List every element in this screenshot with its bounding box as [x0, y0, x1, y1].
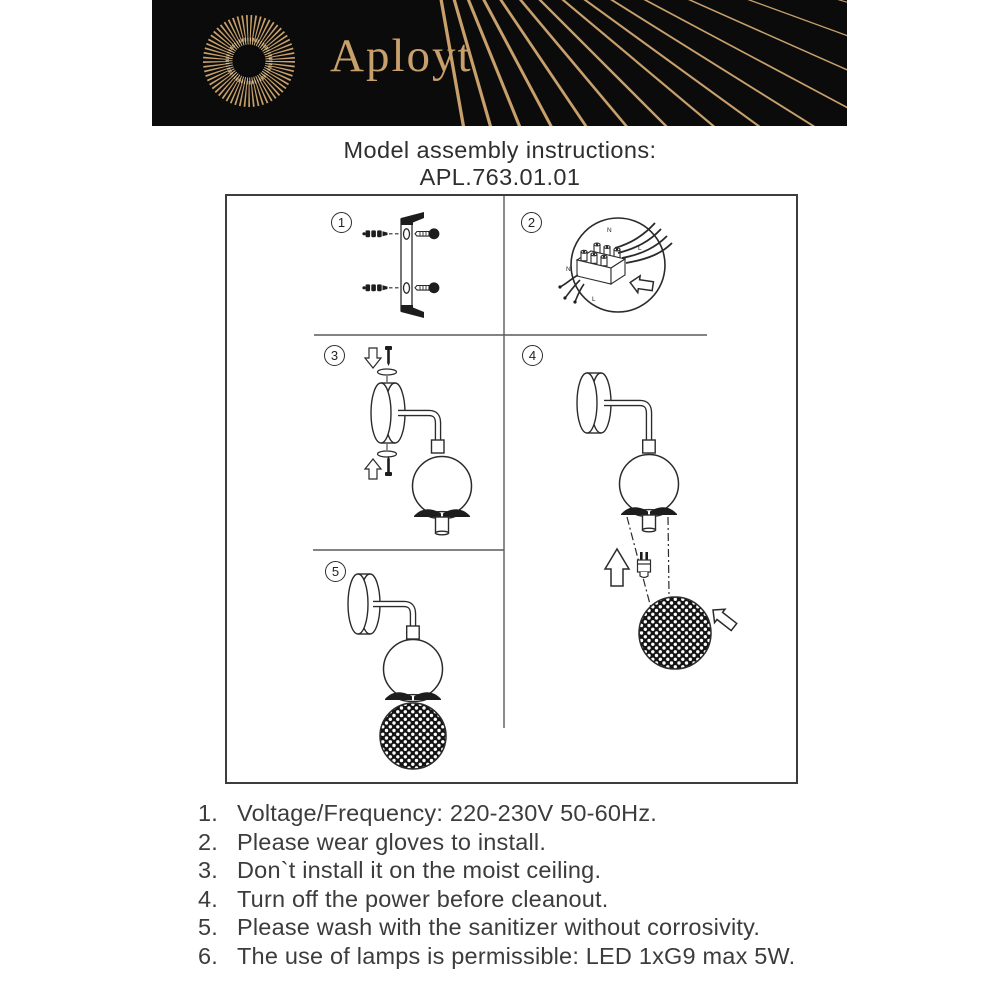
step-number-3: 3 — [324, 345, 345, 366]
socket — [643, 440, 656, 453]
step2-wiring-diagram — [558, 218, 672, 312]
rotate-arrow-icon — [378, 369, 397, 375]
fixture-wires — [558, 275, 584, 304]
rotate-arrow-icon — [378, 451, 397, 457]
list-item-text: Please wear gloves to install. — [237, 828, 547, 855]
insert-arrow-icon — [629, 275, 654, 295]
list-item-number: 4. — [198, 885, 218, 912]
list-item — [198, 913, 898, 942]
list-item-text: Don`t install it on the moist ceiling. — [237, 857, 602, 883]
brand-header-banner — [152, 0, 847, 126]
brand-logo-text: Aployt — [330, 30, 473, 82]
screw-icon — [415, 228, 439, 293]
header-decoration — [152, 0, 847, 126]
list-item — [198, 885, 898, 914]
assembly-diagram — [227, 196, 796, 782]
screw-icon — [385, 456, 392, 476]
step5-assembled-lamp-diagram — [348, 574, 446, 769]
step-number-2: 2 — [521, 212, 542, 233]
list-item-text: Please wash with the sanitizer without corrosivity. — [237, 914, 761, 940]
arrow-up-icon — [365, 459, 381, 479]
step-number-5: 5 — [325, 561, 346, 582]
list-item — [198, 856, 898, 885]
arrow-down-icon — [365, 348, 381, 368]
crystal-shade-ball — [380, 703, 446, 769]
wire-label-bottom-n: N — [566, 266, 571, 273]
list-item-number: 6. — [198, 942, 218, 969]
wire-label-top-n: N — [607, 227, 612, 234]
glass-sphere — [620, 455, 679, 514]
socket — [407, 626, 420, 639]
list-item-number: 1. — [198, 800, 218, 826]
g9-bulb-icon — [638, 552, 651, 578]
step4-shade-bulb-diagram — [577, 373, 739, 669]
page-title: Model assembly instructions: — [343, 137, 657, 163]
sunburst-icon — [216, 28, 282, 94]
list-item-number: 5. — [198, 914, 218, 940]
wall-anchor-icon — [362, 230, 387, 291]
step-number-1: 1 — [331, 212, 352, 233]
socket — [432, 440, 445, 453]
instruction-list — [198, 799, 898, 970]
crystal-shade-ball — [639, 597, 711, 669]
list-item-text: The use of lamps is permissible: LED 1xG9 max 5W. — [237, 942, 796, 969]
list-item-number: 2. — [198, 828, 218, 855]
step3-canopy-mounting-diagram — [365, 346, 472, 535]
list-item — [198, 828, 898, 857]
list-item-text: Voltage/Frequency: 220-230V 50-60Hz. — [237, 800, 658, 826]
step-number-4: 4 — [522, 345, 543, 366]
glass-sphere — [384, 640, 443, 699]
step1-bracket-diagram — [362, 212, 439, 318]
wire-label-bottom-l: L — [592, 296, 596, 303]
list-item-text: Turn off the power before cleanout. — [237, 885, 609, 912]
list-item — [198, 942, 898, 971]
screw-icon — [385, 346, 392, 366]
assembly-diagram-box — [225, 194, 798, 784]
list-item — [198, 799, 898, 828]
ray-fan-decoration — [420, 0, 847, 126]
glass-sphere — [413, 457, 472, 516]
model-number: APL.763.01.01 — [419, 164, 581, 190]
list-item-number: 3. — [198, 857, 218, 883]
attach-arrow-icon — [707, 604, 739, 634]
supply-wires — [615, 223, 672, 263]
wire-label-top-l: L — [638, 245, 642, 252]
arrow-up-icon — [605, 549, 629, 586]
terminal-block — [577, 243, 625, 284]
